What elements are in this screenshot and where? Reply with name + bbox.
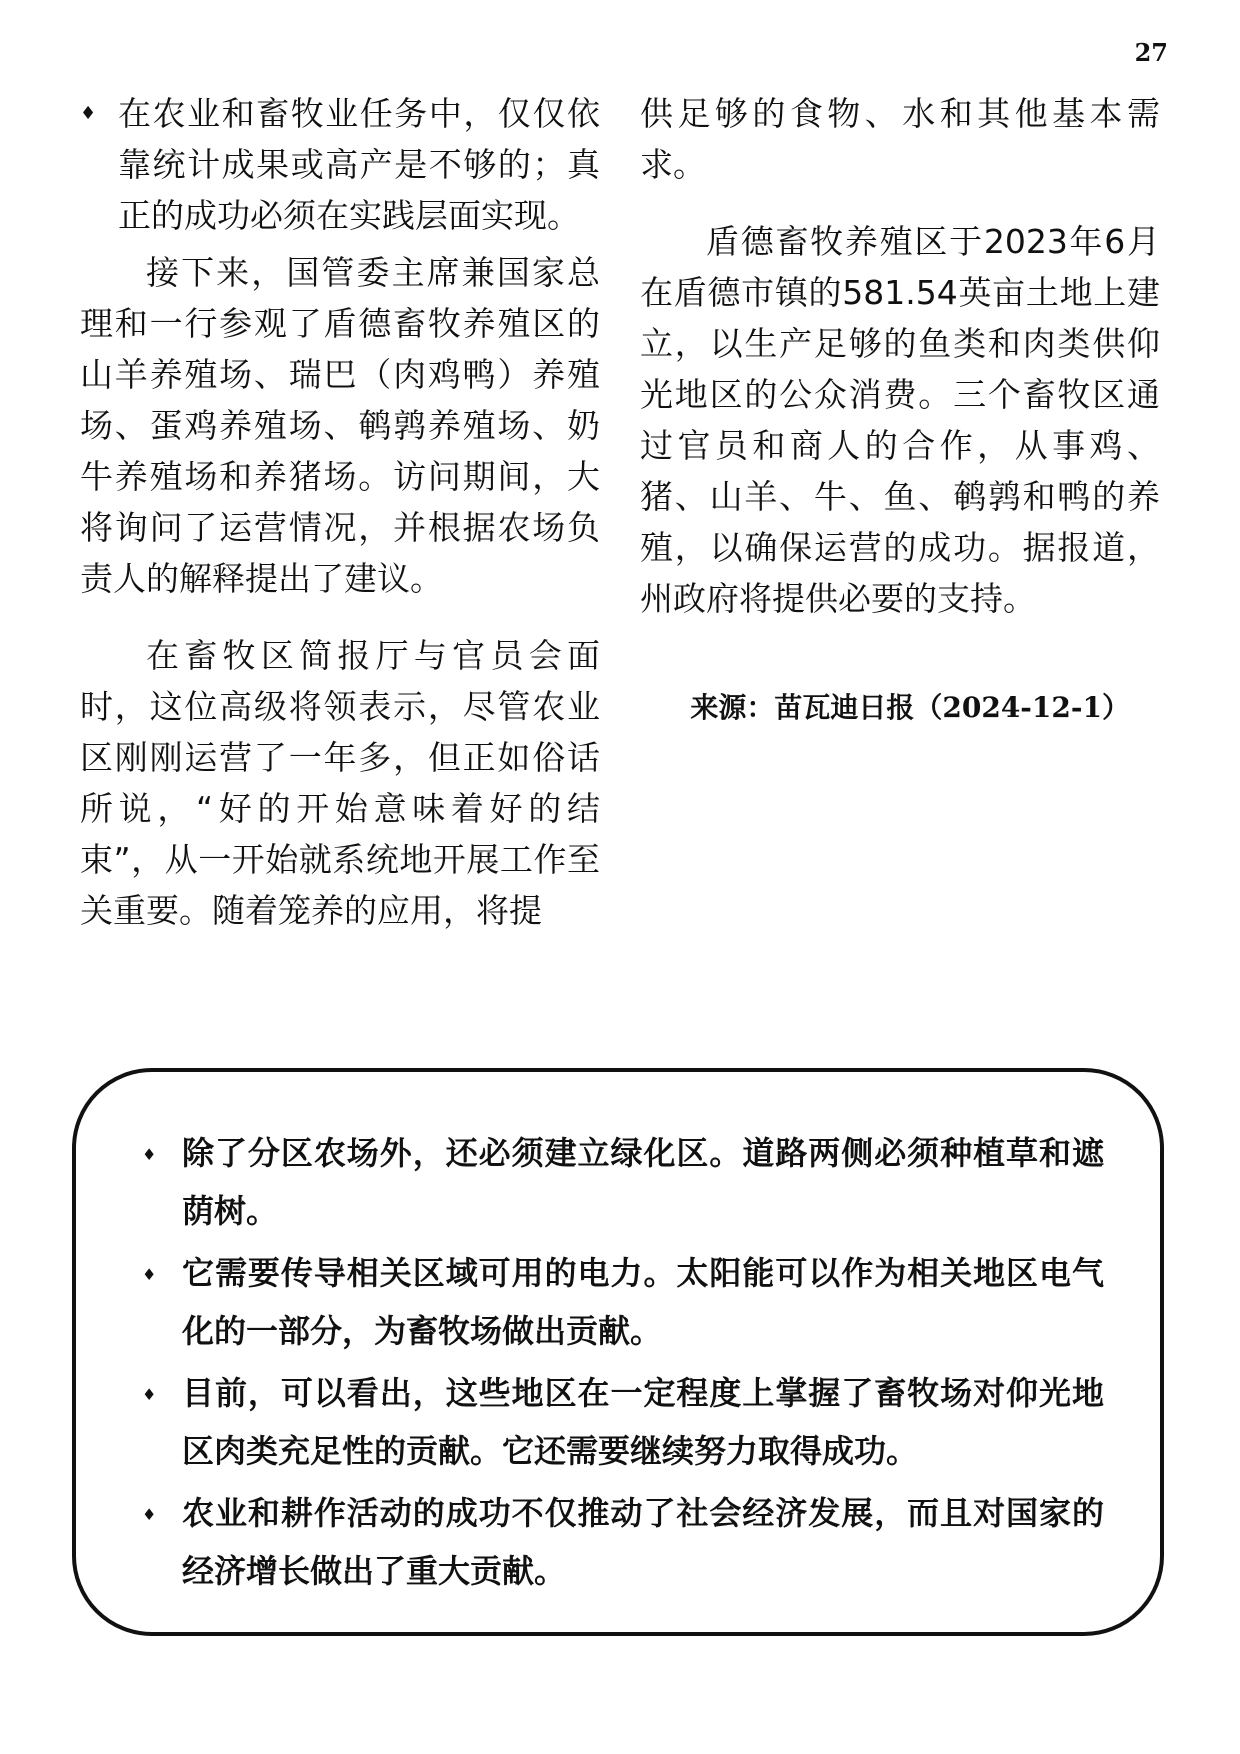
page-number: 27 [1134, 38, 1168, 67]
body-paragraph-visit: 接下来，国管委主席兼国家总理和一行参观了盾德畜牧养殖区的山羊养殖场、瑞巴（肉鸡鸭）养殖场、蛋鸡养殖场、鹌鹑养殖场、奶牛养殖场和养猪场。访问期间，大将询问了运营情况，并根据农场负责人的解释提出了建议。 [80, 253, 600, 598]
summary-item-electricity: ♦ 它需要传导相关区域可用的电力。太阳能可以作为相关地区电气化的一部分，为畜牧场做出贡献。 [114, 1244, 1104, 1360]
summary-item-economic-growth: ♦ 农业和耕作活动的成功不仅推动了社会经济发展，而且对国家的经济增长做出了重大贡献。 [114, 1484, 1104, 1600]
summary-item-meat-sufficiency: ♦ 目前，可以看出，这些地区在一定程度上掌握了畜牧场对仰光地区肉类充足性的贡献。它还需要继续努力取得成功。 [114, 1364, 1104, 1480]
source-citation: 来源：苗瓦迪日报（2024-12-1） [690, 691, 1130, 724]
right-column [640, 88, 1160, 733]
left-column [80, 88, 600, 948]
body-paragraph-continued: 供足够的食物、水和其他基本需求。 [640, 94, 1160, 184]
summary-box [72, 1068, 1164, 1636]
body-paragraph-livestock-zone: 盾德畜牧养殖区于2023年6月在盾德市镇的581.54英亩土地上建立，以生产足够的鱼类和肉类供仰光地区的公众消费。三个畜牧区通过官员和商人的合作，从事鸡、猪、山羊、牛、鱼、鹌鹑和鸭的养殖，以确保运营的成功。据报道，州政府将提供必要的支持。 [640, 222, 1160, 618]
body-paragraph-briefing: 在畜牧区简报厅与官员会面时，这位高级将领表示，尽管农业区刚刚运营了一年多，但正如俗话所说，“好的开始意味着好的结束”，从一开始就系统地开展工作至关重要。随着笼养的应用，将提 [80, 636, 600, 930]
summary-item-green-zone: ♦ 除了分区农场外，还必须建立绿化区。道路两侧必须种植草和遮荫树。 [114, 1124, 1104, 1240]
bullet-paragraph: ♦ 在农业和畜牧业任务中，仅仅依靠统计成果或高产是不够的；真正的成功必须在实践层面实现。 [80, 88, 600, 241]
